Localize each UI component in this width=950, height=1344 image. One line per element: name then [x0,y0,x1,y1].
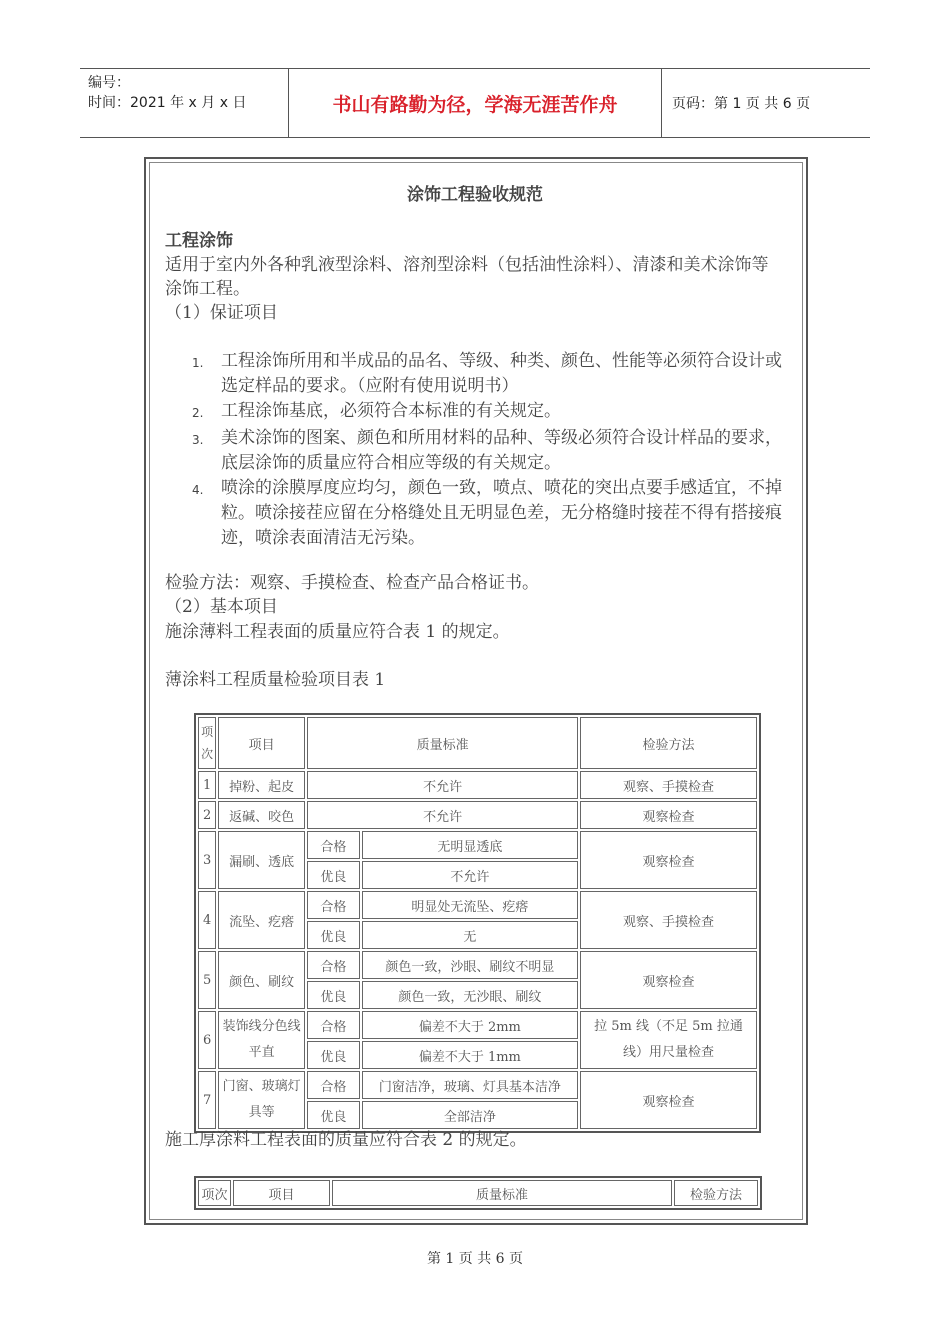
list-item [192,399,782,426]
header-standard: 质量标准 [332,1180,672,1206]
subsection-guarantee: （1）保证项目 [165,303,278,323]
page-header [80,68,870,138]
header-method: 检验方法 [580,717,757,769]
list-item [192,476,782,551]
row-method: 观察检查 [580,801,757,829]
row-item: 流坠、疙瘩 [218,891,305,949]
row-no: 6 [198,1011,216,1069]
row-grade: 合格 [307,1011,360,1039]
header-motto: 书山有路勤为径，学海无涯苦作舟 [332,93,618,116]
table2-intro: 施工厚涂料工程表面的质量应符合表 2 的规定。 [165,1130,527,1150]
row-standard: 颜色一致，无沙眼、刷纹 [362,981,578,1009]
header-motto-cell [289,69,662,137]
row-item: 颜色、刷纹 [218,951,305,1009]
row-grade: 合格 [307,891,360,919]
section-heading: 工程涂饰 [165,231,233,251]
list-item [192,349,782,399]
row-no: 7 [198,1071,216,1129]
intro-paragraph: 适用于室内外各种乳液型涂料、溶剂型涂料（包括油性涂料）、清漆和美术涂饰等涂饰工程。 [165,255,769,299]
row-method: 观察、手摸检查 [580,891,757,949]
row-standard: 无明显透底 [362,831,578,859]
row-no: 4 [198,891,216,949]
quality-table-2 [194,1176,762,1210]
row-method: 观察检查 [580,951,757,1009]
list-item-number: 3. [192,433,204,447]
row-grade: 优良 [307,1101,360,1129]
header-no: 项次 [198,1180,231,1206]
list-item-number: 4. [192,483,204,497]
row-standard: 偏差不大于 1mm [362,1041,578,1069]
inspection-method: 检验方法：观察、手摸检查、检查产品合格证书。 [165,573,539,593]
page-footer: 第 1 页 共 6 页 [426,1251,524,1267]
list-item-text: 工程涂饰基底，必须符合本标准的有关规定。 [221,401,561,421]
table-row [198,801,757,829]
row-standard: 偏差不大于 2mm [362,1011,578,1039]
table-row [198,771,757,799]
row-item: 门窗、玻璃灯具等 [218,1071,305,1129]
list-item-text: 工程涂饰所用和半成品的品名、等级、种类、颜色、性能等必须符合设计或选定样品的要求。（应附有使用说明书） [221,351,782,396]
row-item: 掉粉、起皮 [218,771,305,799]
row-standard: 全部洁净 [362,1101,578,1129]
row-grade: 合格 [307,831,360,859]
list-item-number: 2. [192,406,204,420]
table-row [198,1071,757,1099]
row-standard: 门窗洁净，玻璃、灯具基本洁净 [362,1071,578,1099]
list-item [192,426,782,476]
row-grade: 优良 [307,861,360,889]
row-grade: 优良 [307,1041,360,1069]
row-standard: 无 [362,921,578,949]
row-no: 2 [198,801,216,829]
row-method: 拉 5m 线（不足 5m 拉通线）用尺量检查 [580,1011,757,1069]
list-item-text: 美术涂饰的图案、颜色和所用材料的品种、等级必须符合设计样品的要求，底层涂饰的质量应符合相应等级的有关规定。 [221,428,782,473]
header-no: 项次 [198,717,216,769]
row-standard: 颜色一致，沙眼、刷纹不明显 [362,951,578,979]
doc-title: 涂饰工程验收规范 [407,185,543,205]
row-grade: 优良 [307,981,360,1009]
list-item-number: 1. [192,356,204,370]
table1-intro: 施涂薄料工程表面的质量应符合表 1 的规定。 [165,622,510,642]
row-item: 漏刷、透底 [218,831,305,889]
list-item-text: 喷涂的涂膜厚度应均匀，颜色一致，喷点、喷花的突出点要手感适宜，不掉粒。喷涂接茬应留在分格缝处且无明显色差，无分格缝时接茬不得有搭接痕迹，喷涂表面清洁无污染。 [221,478,782,548]
row-standard: 不允许 [307,771,578,799]
header-page-label: 页码：第 1 页 共 6 页 [672,96,811,112]
doc-time-label: 时间：2021 年 x 月 x 日 [88,95,247,111]
header-item: 项目 [218,717,305,769]
table-row [198,831,757,859]
header-method: 检验方法 [674,1180,758,1206]
row-method: 观察检查 [580,1071,757,1129]
table-row [198,1011,757,1039]
table-header-row [198,1180,758,1206]
row-grade: 优良 [307,921,360,949]
header-meta [80,69,289,137]
subsection-basic: （2）基本项目 [165,597,278,617]
row-standard: 不允许 [307,801,578,829]
row-method: 观察检查 [580,831,757,889]
guarantee-list [192,349,782,551]
row-no: 1 [198,771,216,799]
header-standard: 质量标准 [307,717,578,769]
table-row [198,891,757,919]
row-grade: 合格 [307,1071,360,1099]
row-item: 返碱、咬色 [218,801,305,829]
row-no: 5 [198,951,216,1009]
doc-number-label: 编号： [88,75,130,91]
row-standard: 不允许 [362,861,578,889]
row-method: 观察、手摸检查 [580,771,757,799]
row-grade: 合格 [307,951,360,979]
header-item: 项目 [233,1180,330,1206]
quality-table-1 [194,713,761,1133]
table-header-row [198,717,757,769]
table-row [198,951,757,979]
table1-title: 薄涂料工程质量检验项目表 1 [165,670,386,690]
row-item: 装饰线分色线平直 [218,1011,305,1069]
row-no: 3 [198,831,216,889]
row-standard: 明显处无流坠、疙瘩 [362,891,578,919]
